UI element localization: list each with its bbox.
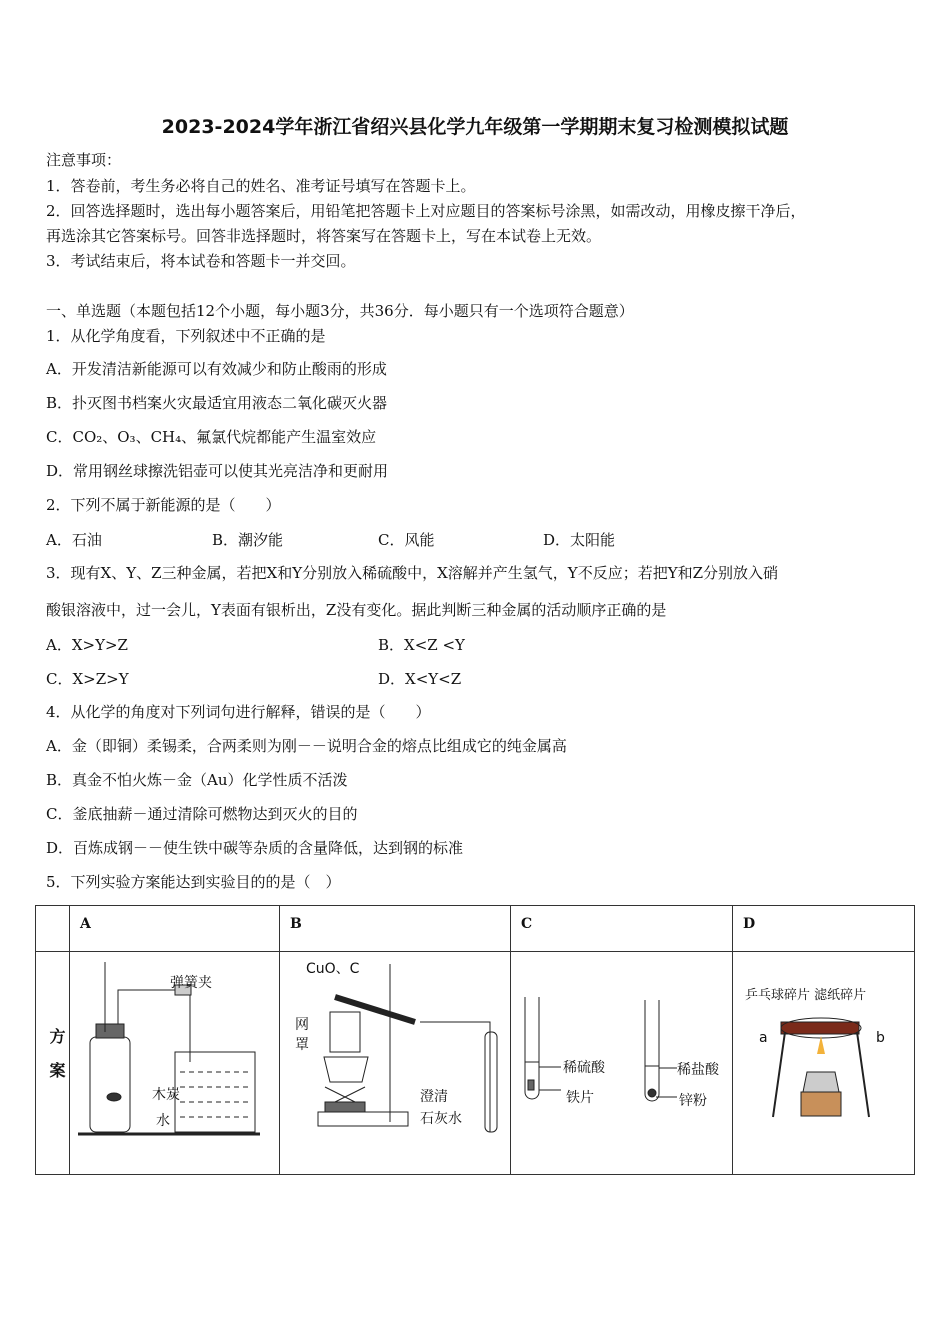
question-4-stem: 4．从化学的角度对下列词句进行解释，错误的是（ ） — [46, 703, 431, 721]
acid-label-1: 稀硫酸 — [563, 1060, 605, 1076]
q4-option-a: A．金（即铜）柔锡柔，合两柔则为刚－－说明合金的熔点比组成它的纯金属高 — [46, 737, 567, 755]
notice-item: 3．考试结束后，将本试卷和答题卡一并交回。 — [46, 252, 356, 270]
q3-option-b: B．X<Z <Y — [378, 636, 465, 654]
metal-label-2: 锌粉 — [679, 1093, 707, 1109]
q1-option-d: D．常用钢丝球擦洗铝壶可以使其光亮洁净和更耐用 — [46, 462, 389, 480]
q4-option-c: C．釜底抽薪－通过清除可燃物达到灭火的目的 — [46, 805, 358, 823]
diagram-c — [511, 952, 733, 1175]
q2-option-a: A．石油 — [46, 531, 102, 549]
question-3-stem-cont: 酸银溶液中，过一会儿，Y表面有银析出，Z没有变化。据此判断三种金属的活动顺序正确的是 — [46, 601, 667, 619]
q1-option-b: B．扑灭图书档案火灾最适宜用液态二氧化碳灭火器 — [46, 394, 388, 412]
limewater-label-1: 澄清 — [420, 1089, 448, 1105]
q2-option-c: C．风能 — [378, 531, 435, 549]
point-a-label: a — [759, 1030, 768, 1046]
q3-option-d: D．X<Y<Z — [378, 670, 462, 688]
q1-option-c: C．CO₂、O₃、CH₄、氟氯代烷都能产生温室效应 — [46, 428, 377, 446]
gauze-label-2: 罩 — [295, 1037, 309, 1053]
q4-option-d: D．百炼成钢－－使生铁中碳等杂质的含量降低，达到钢的标准 — [46, 839, 464, 857]
header-d: D — [733, 906, 915, 952]
row-label-cell — [36, 952, 70, 1175]
row-label: 方案 — [47, 1028, 66, 1096]
reduction-apparatus-diagram — [280, 952, 511, 1174]
diagram-d — [733, 952, 915, 1175]
metal-label-1: 铁片 — [566, 1090, 594, 1106]
q4-option-b: B．真金不怕火炼－金（Au）化学性质不活泼 — [46, 771, 348, 789]
header-b: B — [280, 906, 511, 952]
experiment-table — [35, 905, 915, 1175]
q1-option-a: A．开发清洁新能源可以有效减少和防止酸雨的形成 — [46, 360, 387, 378]
clamp-label: 弹簧夹 — [170, 975, 212, 991]
q2-option-b: B．潮汐能 — [212, 531, 284, 549]
question-2-stem: 2．下列不属于新能源的是（ ） — [46, 496, 281, 514]
section-heading: 一、单选题（本题包括12个小题，每小题3分，共36分．每小题只有一个选项符合题意） — [46, 302, 634, 320]
notice-item: 再选涂其它答案标号。回答非选择题时，将答案写在答题卡上，写在本试卷上无效。 — [46, 227, 602, 245]
notice-heading: 注意事项： — [46, 151, 122, 169]
water-label: 水 — [156, 1113, 170, 1129]
charcoal-label: 木炭 — [152, 1087, 180, 1103]
notice-item: 2．回答选择题时，选出每小题答案后，用铅笔把答题卡上对应题目的答案标号涂黑，如需改动，用橡皮擦干净后， — [46, 202, 806, 220]
limewater-label-2: 石灰水 — [420, 1111, 462, 1127]
header-a: A — [70, 906, 280, 952]
question-5-stem: 5．下列实验方案能达到实验目的的是（ ） — [46, 873, 341, 891]
corner-cell — [36, 906, 70, 952]
diagram-a — [70, 952, 280, 1175]
gauze-label-1: 网 — [295, 1017, 309, 1033]
q2-option-d: D．太阳能 — [543, 531, 616, 549]
reagent-label: CuO、C — [306, 961, 360, 977]
question-1-stem: 1．从化学角度看，下列叙述中不正确的是 — [46, 327, 326, 345]
notice-item: 1．答卷前，考生务必将自己的姓名、准考证号填写在答题卡上。 — [46, 177, 476, 195]
point-b-label: b — [876, 1030, 885, 1046]
acid-label-2: 稀盐酸 — [677, 1062, 719, 1078]
question-3-stem: 3．现有X、Y、Z三种金属，若把X和Y分别放入稀硫酸中，X溶解并产生氢气，Y不反应；若把Y和Z分别放入硝 — [46, 564, 779, 582]
q3-option-a: A．X>Y>Z — [46, 636, 128, 654]
header-c: C — [511, 906, 733, 952]
pieces-label: 乒乓球碎片 滤纸碎片 — [745, 988, 867, 1003]
diagram-b — [280, 952, 511, 1175]
q3-option-c: C．X>Z>Y — [46, 670, 129, 688]
page-title: 2023-2024学年浙江省绍兴县化学九年级第一学期期末复习检测模拟试题 — [161, 116, 789, 138]
